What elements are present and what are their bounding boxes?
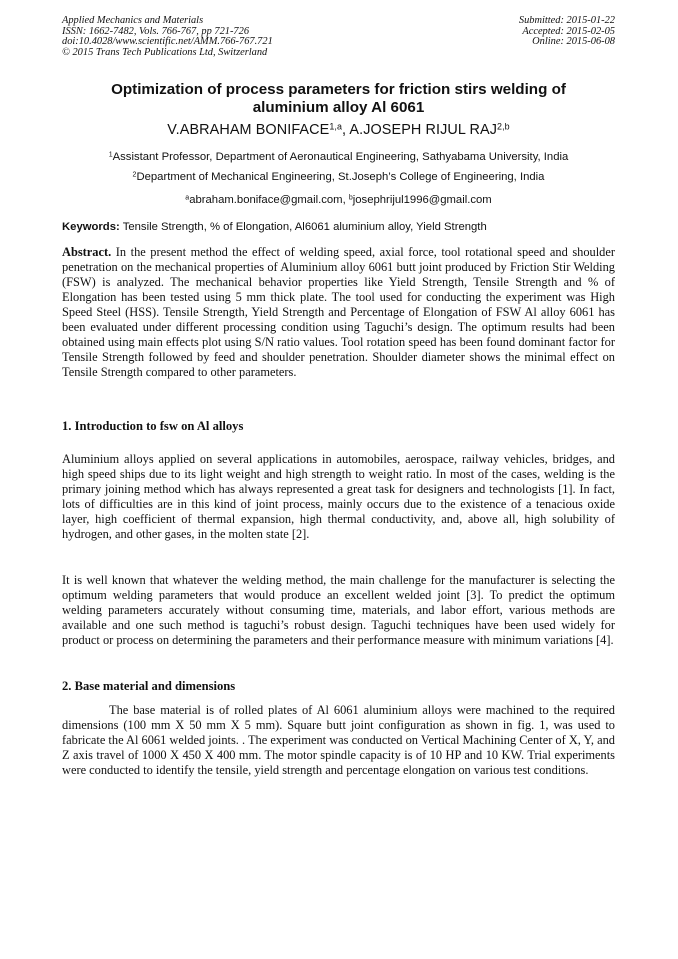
publication-dates [519,16,615,48]
email-b-marker: b [348,194,353,202]
author-separator: , [342,122,350,138]
affiliation-2-marker: 2 [132,171,137,179]
email-a-marker: a [185,194,190,202]
abstract [62,245,615,380]
affiliation-2-text: Department of Mechanical Engineering, St.Joseph’s College of Engineering, India [136,171,545,183]
paper-title-line-1: Optimization of process parameters for friction stirs welding of [111,81,566,98]
author-2-name: A.JOSEPH RIJUL RAJ [349,122,498,138]
submitted-date: Submitted: 2015-01-22 [518,15,615,26]
affiliation-2 [62,170,615,184]
keywords [62,220,615,234]
affiliation-1 [62,150,615,164]
journal-info [62,16,273,58]
section-2-paragraph-1: The base material is of rolled plates of Al 6061 aluminium alloys were machined to the required dimensions (100 mm X 50 mm X 5 mm). Square butt joint configuration as shown in fig. 1, was used to fabricate the Al 6061 welded joints. . The experiment was conducted on Vertical Machining Center of X, Y, and Z axis travel of 1000 X 450 X 400 mm. The motor spindle capacity is of 10 HP and 10 KW. Trial experiments were conducted to identify the tensile, yield strength and percentage elongation on various test conditions. [62,703,615,778]
section-1-paragraph-2: It is well known that whatever the welding method, the main challenge for the manufacturer is selecting the optimum welding parameters that would produce an excellent welded joint [3]. To predict the optimum welding parameters accurately without consuming time, materials, and labor effort, various methods are available and one such method is taguchi’s robust design. Taguchi techniques have been used widely for product or process on determining the parameters and their performance measure with minimum variations [4]. [62,573,615,648]
section-1-paragraph-1: Aluminium alloys applied on several applications in automobiles, aerospace, railway vehicles, bridges, and high speed ships due to its light weight and high strength to weight ratio. In most of the cases, welding is the primary joining method which has always represented a great task for designers and technologists [1]. In fact, lots of difficulties are in this kind of joint process, mainly occurs due to the existence of a tenacious oxide layer, high coefficient of thermal expansion, high thermal conductivity, and, above all, high solubility of hydrogen, and other gases, in the molten state [2]. [62,452,615,542]
author-1-name: V.ABRAHAM BONIFACE [167,122,330,138]
online-date: Online: 2015-06-08 [532,36,615,48]
email-b-link[interactable]: josephrijul1996@gmail.com [352,194,492,206]
abstract-text: In the present method the effect of welding speed, axial force, tool rotational speed and shoulder penetration on the mechanical properties of Aluminium alloy 6061 butt joint produced by Friction Stir Welding (FSW) is analyzed. The mechanical behavior properties like Yield Strength, Tensile Strength and % of Elongation has been tested using 5 mm thick plate. The tool used for conducting the experiment was High Speed Steel (HSS). Tensile Strength, Yield Strength and Percentage of Elongation of FSW Al alloy 6061 has been evaluated under different processing condition using Taguchi’s design. The optimum results had been obtained using main effects plot using S/N ratio values. Tool rotation speed has been found dominant factor for Tensile Strength followed by feed and shoulder penetration. Shoulder diameter shows the minimal effect on Tensile Strength compared to other parameters. [62,245,615,380]
journal-name: Applied Mechanics and Materials [62,15,204,26]
section-1-heading: 1. Introduction to fsw on Al alloys [62,419,244,433]
author-1-marker: 1,a [329,121,342,132]
author-list [62,121,615,139]
email-a-link[interactable]: abraham.boniface@gmail.com, [189,194,346,206]
journal-doi: doi:10.4028/www.scientific.net/AMM.766-767.721 [62,36,273,48]
keywords-label: Keywords: [62,221,120,233]
affiliation-1-text: Assistant Professor, Department of Aeronautical Engineering, Sathyabama University, India [112,151,569,163]
paper-title [62,81,615,117]
paper-title-line-2: aluminium alloy Al 6061 [252,99,425,116]
abstract-label: Abstract. [62,245,112,259]
affiliation-1-marker: 1 [108,151,113,159]
keywords-text: Tensile Strength, % of Elongation, Al6061 aluminium alloy, Yield Strength [122,221,487,233]
author-emails [62,193,615,207]
author-2-marker: 2,b [497,121,510,132]
accepted-date: Accepted: 2015-02-05 [522,25,615,37]
section-2-heading: 2. Base material and dimensions [62,679,236,693]
journal-copyright: © 2015 Trans Tech Publications Ltd, Switzerland [62,46,268,58]
journal-issn: ISSN: 1662-7482, Vols. 766-767, pp 721-726 [62,25,250,37]
